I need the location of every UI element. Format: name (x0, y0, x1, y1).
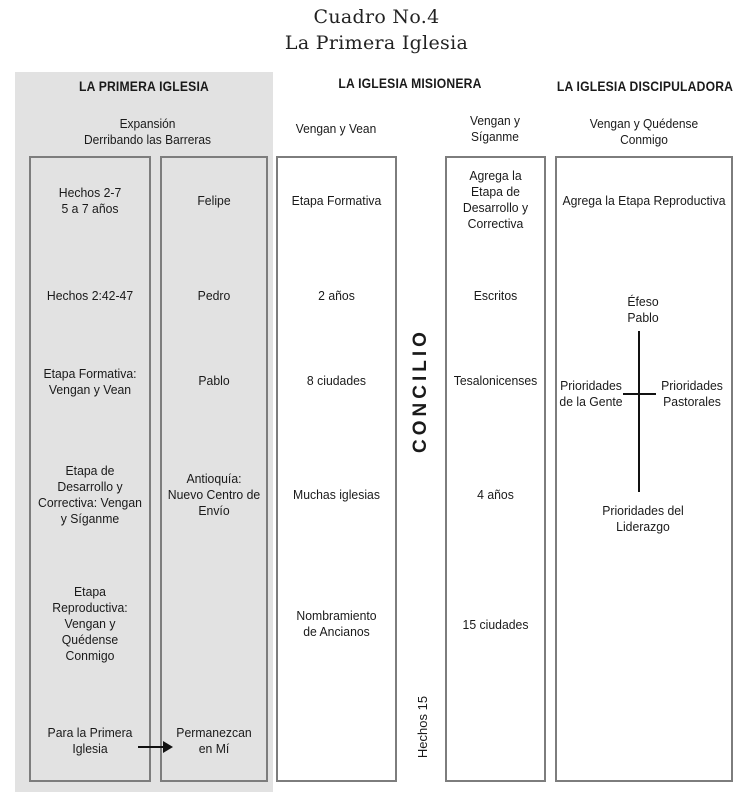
concilio-label: CONCILIO (410, 328, 431, 453)
col3-cell-2: 2 años (318, 288, 355, 303)
col1-cell-4: Etapa de Desarrollo y Correctiva: Vengan y Síganme (38, 463, 142, 526)
cross-bottom-label: Prioridades del Liderazgo (602, 503, 684, 534)
subheader-quedense: Vengan y Quédense Conmigo (589, 116, 699, 147)
col3-cell-3: 8 ciudades (306, 373, 367, 388)
col1-cell-2: Hechos 2:42-47 (46, 288, 134, 303)
hechos15-label: Hechos 15 (415, 695, 430, 759)
col4-cell-3: Tesalonicenses (453, 373, 538, 388)
cross-top-label: Éfeso Pablo (627, 294, 659, 325)
col3-cell-1: Etapa Formativa (291, 193, 382, 208)
col1-cell-6: Para la Primera Iglesia (47, 725, 133, 756)
col2-cell-1: Felipe (197, 193, 231, 208)
header-iglesia-discipuladora: LA IGLESIA DISCIPULADORA (556, 79, 734, 94)
col2-cell-4: Antioquía: Nuevo Centro de Envío (167, 471, 261, 518)
col4-cell-2: Escritos (473, 288, 518, 303)
cross-left-label: Prioridades de la Gente (559, 378, 623, 409)
column-box-3 (276, 156, 397, 782)
col4-cell-5: 15 ciudades (462, 617, 529, 632)
column-box-4 (445, 156, 546, 782)
col5-top: Agrega la Etapa Reproductiva (562, 193, 726, 208)
subheader-vengan-vean: Vengan y Vean (295, 121, 377, 136)
col3-cell-4: Muchas iglesias (293, 487, 380, 502)
col3-cell-5: Nombramiento de Ancianos (296, 608, 377, 639)
col1-cell-3: Etapa Formativa: Vengan y Vean (43, 366, 137, 397)
arrow-head-icon (163, 741, 173, 753)
arrow-shaft (138, 746, 164, 748)
header-primera-iglesia: LA PRIMERA IGLESIA (79, 79, 209, 94)
col2-cell-3: Pablo (198, 373, 230, 388)
col4-cell-4: 4 años (477, 487, 514, 502)
cross-horizontal-line (623, 393, 656, 395)
cross-vertical-line (638, 331, 640, 492)
chart-subtitle: La Primera Iglesia (284, 32, 469, 54)
col2-cell-2: Pedro (197, 288, 231, 303)
col2-cell-6: Permanezcan en Mí (176, 725, 252, 756)
column-box-5 (555, 156, 733, 782)
col1-cell-1: Hechos 2-7 5 a 7 años (58, 185, 122, 216)
cross-right-label: Prioridades Pastorales (661, 378, 723, 409)
subheader-vengan-siganme: Vengan y Síganme (470, 113, 520, 144)
subheader-expansion: Expansión Derribando las Barreras (84, 116, 211, 147)
header-iglesia-misionera: LA IGLESIA MISIONERA (338, 76, 482, 91)
col4-cell-1: Agrega la Etapa de Desarrollo y Correctiva (462, 168, 529, 231)
col1-cell-5: Etapa Reproductiva: Vengan y Quédense Conmigo (52, 584, 128, 663)
chart-title: Cuadro No.4 (313, 6, 440, 28)
